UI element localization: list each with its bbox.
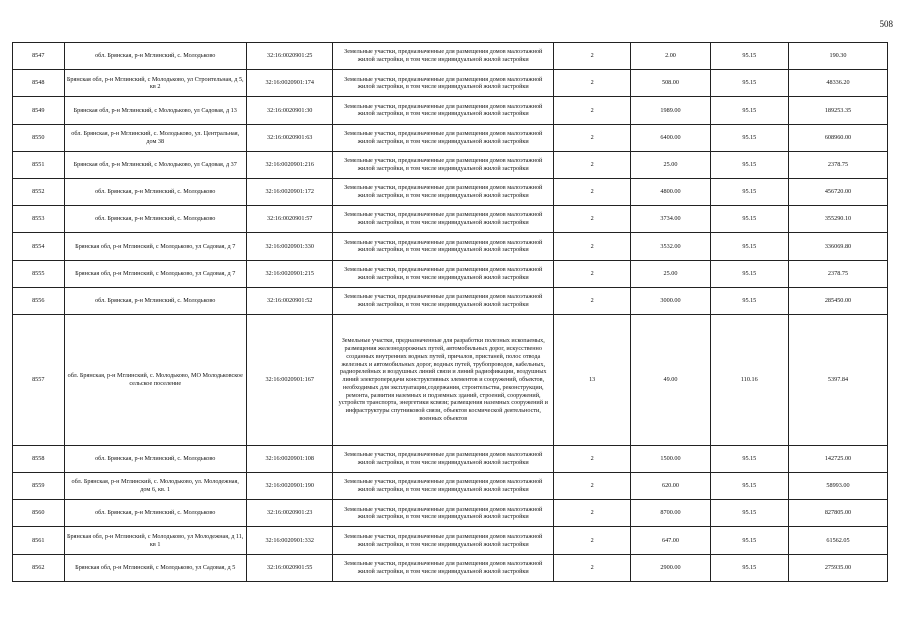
table-row [13,151,888,178]
table-row [13,287,888,314]
address-cell: Брянская обл, р-н Мглинский, с Молодьково, ул Строительная, д 5, кв 2 [64,70,246,97]
cadastral-value-cell: 2378.75 [788,151,887,178]
category-cell: 2 [554,70,631,97]
cadastral-number-cell: 32:16:0020901:190 [246,473,333,500]
cadastral-number-cell: 32:16:0020901:55 [246,554,333,581]
rate-cell: 95.15 [710,473,788,500]
address-cell: обл. Брянская, р-н Мглинский, с. Молодьково [64,500,246,527]
row-number-cell: 8548 [13,70,65,97]
row-number-cell: 8559 [13,473,65,500]
rate-cell: 95.15 [710,70,788,97]
page-number: 508 [879,19,893,29]
category-cell: 2 [554,445,631,472]
area-cell: 620.00 [631,473,710,500]
table-row [13,554,888,581]
area-cell: 25.00 [631,151,710,178]
row-number-cell: 8562 [13,554,65,581]
cadastral-value-cell: 189253.35 [788,97,887,124]
cadastral-value-cell: 336069.80 [788,233,887,260]
table-row [13,314,888,445]
category-cell: 13 [554,314,631,445]
address-cell: обл. Брянская, р-н Мглинский, с. Молодьково, ул. Молодежная, дом 6, кв. 1 [64,473,246,500]
rate-cell: 95.15 [710,151,788,178]
land-registry-table [12,42,888,582]
cadastral-number-cell: 32:16:0020901:57 [246,206,333,233]
row-number-cell: 8552 [13,178,65,205]
area-cell: 8700.00 [631,500,710,527]
category-cell: 2 [554,287,631,314]
row-number-cell: 8561 [13,527,65,554]
row-number-cell: 8556 [13,287,65,314]
table-row [13,445,888,472]
land-use-cell: Земельные участки, предназначенные для размещения домов малоэтажной жилой застройки, в том числе индивидуальной жилой застройки [333,554,554,581]
rate-cell: 95.15 [710,554,788,581]
address-cell: Брянская обл, р-н Мглинский, с Молодьково, ул Молодежная, д 11, кв 1 [64,527,246,554]
table-row [13,260,888,287]
category-cell: 2 [554,527,631,554]
table-row [13,178,888,205]
address-cell: обл. Брянская, р-н Мглинский, с. Молодьково [64,43,246,70]
cadastral-value-cell: 190.30 [788,43,887,70]
cadastral-value-cell: 355290.10 [788,206,887,233]
cadastral-number-cell: 32:16:0020901:30 [246,97,333,124]
rate-cell: 95.15 [710,260,788,287]
rate-cell: 95.15 [710,178,788,205]
table-row [13,43,888,70]
category-cell: 2 [554,260,631,287]
cadastral-value-cell: 275935.00 [788,554,887,581]
row-number-cell: 8555 [13,260,65,287]
area-cell: 3532.00 [631,233,710,260]
table-row [13,527,888,554]
address-cell: обл. Брянская, р-н Мглинский, с. Молодьково [64,287,246,314]
address-cell: обл. Брянская, р-н Мглинский, с. Молодьково, МО Молодьковское сельское поселение [64,314,246,445]
cadastral-number-cell: 32:16:0020901:167 [246,314,333,445]
address-cell: обл. Брянская, р-н Мглинский, с. Молодьково [64,206,246,233]
cadastral-number-cell: 32:16:0020901:63 [246,124,333,151]
cadastral-value-cell: 456720.00 [788,178,887,205]
row-number-cell: 8557 [13,314,65,445]
cadastral-value-cell: 142725.00 [788,445,887,472]
row-number-cell: 8554 [13,233,65,260]
category-cell: 2 [554,206,631,233]
land-use-cell: Земельные участки, предназначенные для размещения домов малоэтажной жилой застройки, в том числе индивидуальной жилой застройки [333,70,554,97]
table-row [13,97,888,124]
category-cell: 2 [554,97,631,124]
land-use-cell: Земельные участки, предназначенные для размещения домов малоэтажной жилой застройки, в том числе индивидуальной жилой застройки [333,500,554,527]
address-cell: Брянская обл, р-н Мглинский, с Молодьково, ул Садовая, д 7 [64,233,246,260]
category-cell: 2 [554,124,631,151]
area-cell: 4800.00 [631,178,710,205]
category-cell: 2 [554,500,631,527]
category-cell: 2 [554,43,631,70]
category-cell: 2 [554,233,631,260]
address-cell: обл. Брянская, р-н Мглинский, с. Молодьково, ул. Центральная, дом 38 [64,124,246,151]
category-cell: 2 [554,151,631,178]
rate-cell: 95.15 [710,500,788,527]
cadastral-value-cell: 5397.84 [788,314,887,445]
cadastral-number-cell: 32:16:0020901:23 [246,500,333,527]
rate-cell: 110.16 [710,314,788,445]
rate-cell: 95.15 [710,233,788,260]
cadastral-number-cell: 32:16:0020901:330 [246,233,333,260]
address-cell: обл. Брянская, р-н Мглинский, с. Молодьково [64,178,246,205]
table-row [13,500,888,527]
land-use-cell: Земельные участки, предназначенные для размещения домов малоэтажной жилой застройки, в том числе индивидуальной жилой застройки [333,233,554,260]
row-number-cell: 8560 [13,500,65,527]
row-number-cell: 8558 [13,445,65,472]
table-row [13,124,888,151]
cadastral-number-cell: 32:16:0020901:172 [246,178,333,205]
cadastral-number-cell: 32:16:0020901:216 [246,151,333,178]
category-cell: 2 [554,473,631,500]
cadastral-number-cell: 32:16:0020901:215 [246,260,333,287]
cadastral-value-cell: 61562.05 [788,527,887,554]
cadastral-number-cell: 32:16:0020901:108 [246,445,333,472]
rate-cell: 95.15 [710,287,788,314]
rate-cell: 95.15 [710,124,788,151]
row-number-cell: 8549 [13,97,65,124]
land-use-cell: Земельные участки, предназначенные для размещения домов малоэтажной жилой застройки, в том числе индивидуальной жилой застройки [333,473,554,500]
rate-cell: 95.15 [710,527,788,554]
cadastral-value-cell: 827805.00 [788,500,887,527]
table-row [13,233,888,260]
cadastral-number-cell: 32:16:0020901:174 [246,70,333,97]
area-cell: 1989.00 [631,97,710,124]
cadastral-number-cell: 32:16:0020901:25 [246,43,333,70]
cadastral-value-cell: 285450.00 [788,287,887,314]
area-cell: 508.00 [631,70,710,97]
area-cell: 3000.00 [631,287,710,314]
row-number-cell: 8553 [13,206,65,233]
row-number-cell: 8547 [13,43,65,70]
land-use-cell: Земельные участки, предназначенные для размещения домов малоэтажной жилой застройки, в том числе индивидуальной жилой застройки [333,206,554,233]
cadastral-number-cell: 32:16:0020901:332 [246,527,333,554]
area-cell: 3734.00 [631,206,710,233]
address-cell: Брянская обл, р-н Мглинский, с Молодьково, ул Садовая, д 7 [64,260,246,287]
land-use-cell: Земельные участки, предназначенные для размещения домов малоэтажной жилой застройки, в том числе индивидуальной жилой застройки [333,445,554,472]
land-use-cell: Земельные участки, предназначенные для разработки полезных ископаемых, размещения железнодорожных путей, автомобильных дорог, искусственно созданных внутренних водных путей, причалов, пристаней, полос отвода железных и автомобильных дорог, водных путей, трубопроводов, кабельных, радиорелейных и воздушных линий связи и линий радиофикации, воздушных линий электропередачи конструктивных элементов и сооружений, объектов, необходимых для эксплуатации,содержания, строительства, реконструкции, ремонта, развития наземных и подземных зданий, строений, сооружений, устройств транспорта, энергетики ксвязи; размещения наземных сооружений и инфраструктуры спутниковой связи, объектов космической деятельности, военных объектов [333,314,554,445]
area-cell: 1500.00 [631,445,710,472]
address-cell: Брянская обл, р-н Мглинский, с Молодьково, ул Садовая, д 13 [64,97,246,124]
table-row [13,70,888,97]
land-use-cell: Земельные участки, предназначенные для размещения домов малоэтажной жилой застройки, в том числе индивидуальной жилой застройки [333,527,554,554]
row-number-cell: 8550 [13,124,65,151]
rate-cell: 95.15 [710,445,788,472]
category-cell: 2 [554,178,631,205]
area-cell: 2.00 [631,43,710,70]
land-use-cell: Земельные участки, предназначенные для размещения домов малоэтажной жилой застройки, в том числе индивидуальной жилой застройки [333,124,554,151]
rate-cell: 95.15 [710,43,788,70]
rate-cell: 95.15 [710,206,788,233]
row-number-cell: 8551 [13,151,65,178]
table-row [13,473,888,500]
area-cell: 6400.00 [631,124,710,151]
area-cell: 2900.00 [631,554,710,581]
land-use-cell: Земельные участки, предназначенные для размещения домов малоэтажной жилой застройки, в том числе индивидуальной жилой застройки [333,43,554,70]
address-cell: обл. Брянская, р-н Мглинский, с. Молодьково [64,445,246,472]
table-row [13,206,888,233]
land-use-cell: Земельные участки, предназначенные для размещения домов малоэтажной жилой застройки, в том числе индивидуальной жилой застройки [333,287,554,314]
land-use-cell: Земельные участки, предназначенные для размещения домов малоэтажной жилой застройки, в том числе индивидуальной жилой застройки [333,178,554,205]
cadastral-value-cell: 2378.75 [788,260,887,287]
land-use-cell: Земельные участки, предназначенные для размещения домов малоэтажной жилой застройки, в том числе индивидуальной жилой застройки [333,97,554,124]
cadastral-number-cell: 32:16:0020901:52 [246,287,333,314]
area-cell: 25.00 [631,260,710,287]
cadastral-value-cell: 58993.00 [788,473,887,500]
registry-table-body [13,43,888,582]
land-use-cell: Земельные участки, предназначенные для размещения домов малоэтажной жилой застройки, в том числе индивидуальной жилой застройки [333,151,554,178]
category-cell: 2 [554,554,631,581]
land-use-cell: Земельные участки, предназначенные для размещения домов малоэтажной жилой застройки, в том числе индивидуальной жилой застройки [333,260,554,287]
rate-cell: 95.15 [710,97,788,124]
cadastral-value-cell: 48336.20 [788,70,887,97]
area-cell: 647.00 [631,527,710,554]
area-cell: 49.00 [631,314,710,445]
address-cell: Брянская обл, р-н Мглинский, с Молодьково, ул Садовая, д 37 [64,151,246,178]
address-cell: Брянская обл, р-н Мглинский, с Молодьково, ул Садовая, д 5 [64,554,246,581]
cadastral-value-cell: 608960.00 [788,124,887,151]
